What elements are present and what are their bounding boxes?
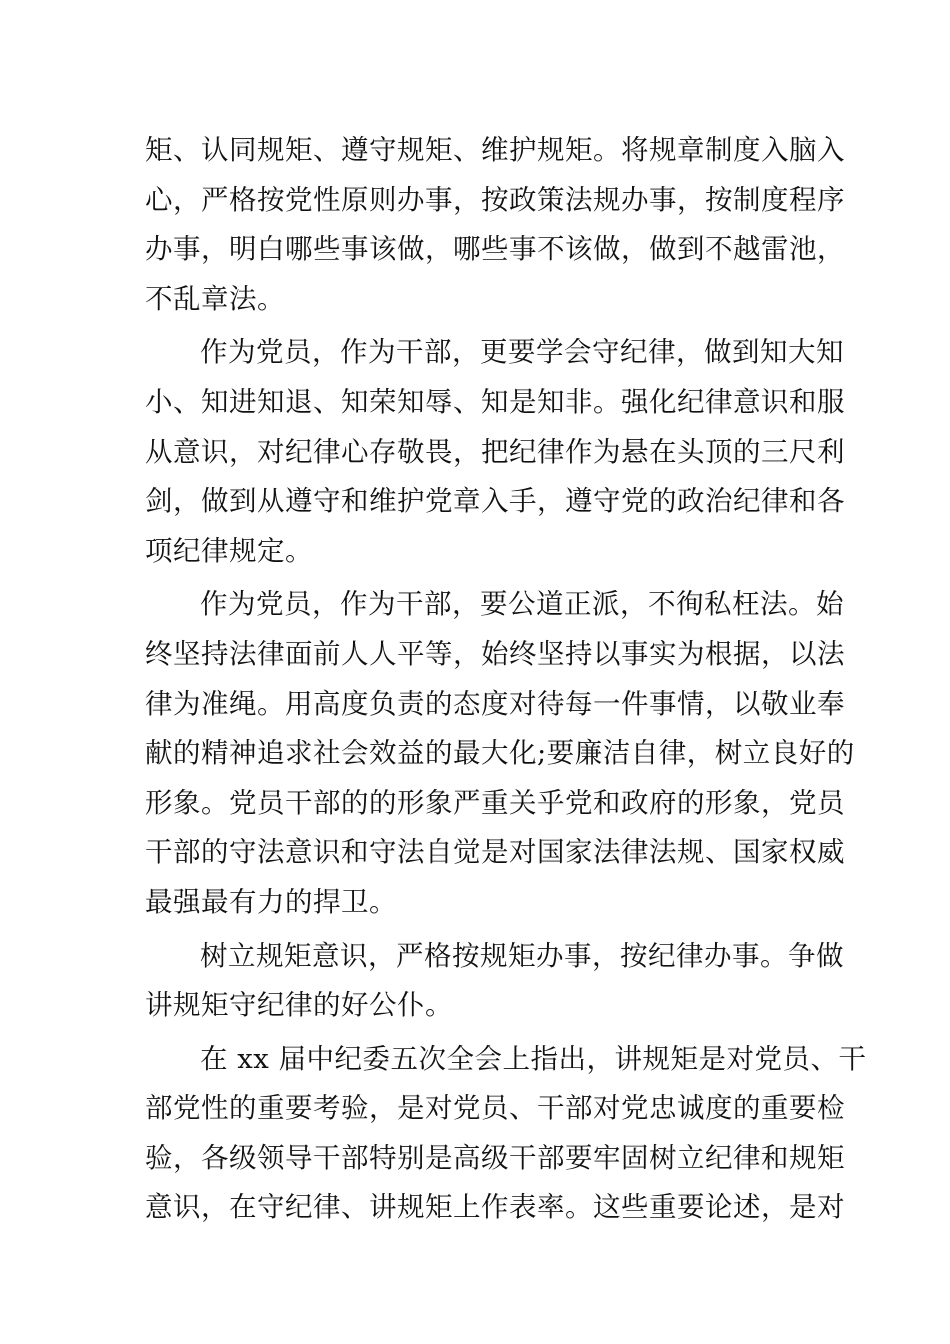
text-line: 作为党员，作为干部，要公道正派，不徇私枉法。始 (200, 588, 844, 621)
text-line: 意识，在守纪律、讲规矩上作表率。这些重要论述，是对 (145, 1191, 845, 1224)
text-line: 树立规矩意识，严格按规矩办事，按纪律办事。争做 (200, 939, 844, 972)
text-line: 形象。党员干部的的形象严重关乎党和政府的形象，党员 (145, 786, 845, 819)
text-line: 讲规矩守纪律的好公仆。 (145, 989, 453, 1022)
text-line: 作为党员，作为干部，更要学会守纪律，做到知大知 (200, 336, 844, 369)
text-line: 从意识，对纪律心存敬畏，把纪律作为悬在头顶的三尺利 (145, 435, 845, 468)
text-line: 干部的守法意识和守法自觉是对国家法律法规、国家权威 (145, 836, 845, 869)
paragraph (145, 126, 845, 324)
text-line: 办事，明白哪些事该做，哪些事不该做，做到不越雷池， (145, 233, 845, 266)
text-line: 律为准绳。用高度负责的态度对待每一件事情，以敬业奉 (145, 687, 845, 720)
text-line: 验，各级领导干部特别是高级干部要牢固树立纪律和规矩 (145, 1141, 845, 1174)
text-line: 最强最有力的捍卫。 (145, 885, 397, 918)
paragraph (145, 932, 844, 1031)
text-line: 矩、认同规矩、遵守规矩、维护规矩。将规章制度入脑入 (145, 134, 845, 166)
text-line: 终坚持法律面前人人平等，始终坚持以事实为根据，以法 (145, 637, 845, 670)
paragraph (145, 580, 855, 927)
text-line: 小、知进知退、知荣知辱、知是知非。强化纪律意识和服 (145, 385, 845, 418)
paragraph (145, 328, 845, 576)
text-line: 部党性的重要考验，是对党员、干部对党忠诚度的重要检 (145, 1092, 845, 1125)
text-line: 心，严格按党性原则办事，按政策法规办事，按制度程序 (145, 183, 845, 216)
paragraph (145, 1035, 867, 1233)
text-line: 项纪律规定。 (145, 534, 313, 567)
text-line: 剑，做到从遵守和维护党章入手，遵守党的政治纪律和各 (145, 485, 845, 518)
text-line: 不乱章法。 (145, 282, 285, 315)
text-line: 献的精神追求社会效益的最大化;要廉洁自律，树立良好的 (145, 737, 855, 770)
text-line: 在 xx 届中纪委五次全会上指出，讲规矩是对党员、干 (200, 1042, 867, 1075)
document-body (145, 126, 867, 1233)
